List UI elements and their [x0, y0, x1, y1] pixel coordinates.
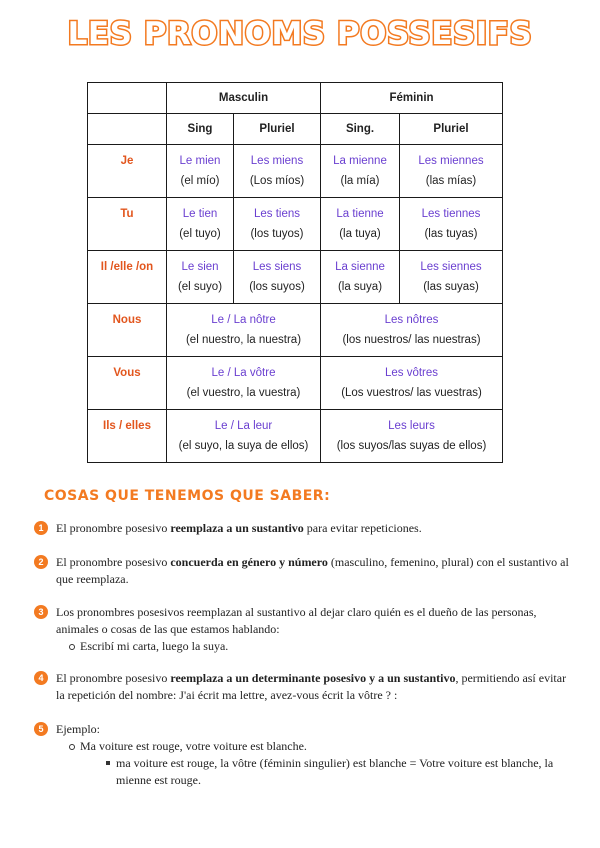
pronoun-cell: Vous — [88, 357, 167, 410]
spanish-form: (las tuyas) — [424, 228, 478, 240]
table-row — [88, 145, 503, 198]
pronoun-cell: Ils / elles — [88, 410, 167, 463]
pronoun-cell: Nous — [88, 304, 167, 357]
list-item: Escribí mi carta, luego la suya. — [80, 638, 574, 655]
french-form: Le mien — [179, 155, 221, 167]
table-cell — [321, 145, 400, 198]
french-form: Le tien — [182, 208, 218, 220]
sub-header: Pluriel — [400, 114, 503, 145]
table-row — [88, 198, 503, 251]
french-form: Le / La nôtre — [211, 314, 276, 326]
table-cell — [400, 145, 503, 198]
table-row — [88, 357, 503, 410]
corner-cell — [88, 83, 167, 114]
pronoun-cell: Il /elle /on — [88, 251, 167, 304]
sub-header: Sing. — [321, 114, 400, 145]
french-form: Les tiennes — [421, 208, 481, 220]
french-form: Le sien — [181, 261, 219, 273]
note-text: El pronombre posesivo — [56, 671, 171, 685]
note-text: Los pronombres posesivos reemplazan al sustantivo al dejar claro quién es el dueño de las personas, animales o cosas de las que estamos hablando: — [56, 605, 537, 636]
number-badge-icon: 5 — [34, 722, 48, 736]
spanish-form: (el mío) — [180, 175, 220, 187]
note-bold: reemplaza a un sustantivo — [170, 521, 304, 535]
table-row — [88, 304, 503, 357]
pronoun-cell: Tu — [88, 198, 167, 251]
spanish-form: (Los míos) — [249, 175, 305, 187]
table-cell — [167, 304, 321, 357]
french-form: Les siennes — [420, 261, 482, 273]
spanish-form: (el tuyo) — [179, 228, 221, 240]
note-item — [34, 520, 574, 537]
spanish-form: (el vuestro, la vuestra) — [186, 387, 301, 399]
sub-header: Pluriel — [234, 114, 321, 145]
french-form: Les tiens — [253, 208, 301, 220]
table-cell — [167, 410, 321, 463]
number-badge-icon: 4 — [34, 671, 48, 685]
french-form: La mienne — [333, 155, 387, 167]
number-badge-icon: 2 — [34, 555, 48, 569]
list-item: ma voiture est rouge, la vôtre (féminin singulier) est blanche = Votre voiture est blanche, la mienne est rouge. — [116, 755, 574, 789]
french-form: Les nôtres — [384, 314, 439, 326]
spanish-form: (el suyo, la suya de ellos) — [178, 440, 309, 452]
page-title: LES PRONOMS POSSESIFS — [67, 16, 533, 52]
french-form: Les miens — [250, 155, 304, 167]
note-text: Ejemplo: — [56, 722, 100, 736]
table-row — [88, 410, 503, 463]
pronouns-table — [87, 82, 503, 463]
table-cell — [321, 304, 503, 357]
french-form: La tienne — [336, 208, 384, 220]
french-form: Les miennes — [418, 155, 484, 167]
spanish-form: (la suya) — [337, 281, 383, 293]
french-form: Les vôtres — [384, 367, 439, 379]
table-cell — [234, 145, 321, 198]
note-text: (masculino, femenino, plural) con el sustantivo al que reemplaza. — [56, 555, 569, 586]
table-cell — [321, 357, 503, 410]
spanish-form: (el suyo) — [177, 281, 223, 293]
french-form: La sienne — [335, 261, 385, 273]
table-cell — [167, 198, 234, 251]
sub-header: Sing — [167, 114, 234, 145]
table-cell — [234, 251, 321, 304]
note-item — [34, 670, 574, 704]
corner-cell — [88, 114, 167, 145]
note-bold: reemplaza a un determinante posesivo y a un sustantivo — [170, 671, 456, 685]
note-bold: concuerda en género y número — [170, 555, 328, 569]
table-cell — [167, 357, 321, 410]
table-cell — [400, 198, 503, 251]
note-item — [34, 554, 574, 588]
number-badge-icon: 3 — [34, 605, 48, 619]
table-row — [88, 251, 503, 304]
table-cell — [321, 410, 503, 463]
note-item — [34, 604, 574, 655]
section-title: COSAS QUE TENEMOS QUE SABER: — [44, 488, 331, 504]
spanish-form: (los suyos) — [249, 281, 305, 293]
note-text: El pronombre posesivo — [56, 521, 171, 535]
note-item — [34, 721, 574, 789]
pronoun-cell: Je — [88, 145, 167, 198]
table-cell — [400, 251, 503, 304]
masculine-header: Masculin — [167, 83, 321, 114]
spanish-form: (los tuyos) — [250, 228, 304, 240]
spanish-form: (las suyas) — [423, 281, 479, 293]
spanish-form: (las mías) — [425, 175, 477, 187]
note-text: El pronombre posesivo — [56, 555, 171, 569]
french-form: Le / La vôtre — [211, 367, 276, 379]
spanish-form: (la tuya) — [339, 228, 381, 240]
table-cell — [167, 145, 234, 198]
table-cell — [234, 198, 321, 251]
french-form: Le / La leur — [214, 420, 273, 432]
number-badge-icon: 1 — [34, 521, 48, 535]
table-cell — [321, 251, 400, 304]
spanish-form: (Los vuestros/ las vuestras) — [341, 387, 482, 399]
list-item: Ma voiture est rouge, votre voiture est blanche. — [80, 738, 574, 755]
table-cell — [321, 198, 400, 251]
spanish-form: (los suyos/las suyas de ellos) — [336, 440, 487, 452]
feminine-header: Féminin — [321, 83, 503, 114]
spanish-form: (la mía) — [340, 175, 380, 187]
note-text: para evitar repeticiones. — [303, 521, 422, 535]
note-text: , permitiendo así evitar la repetición del nombre: J'ai écrit ma lettre, avez-vous écrit la vôtre ? : — [56, 671, 567, 702]
spanish-form: (los nuestros/ las nuestras) — [342, 334, 481, 346]
french-form: Les leurs — [388, 420, 435, 432]
french-form: Les siens — [252, 261, 302, 273]
table-cell — [167, 251, 234, 304]
spanish-form: (el nuestro, la nuestra) — [185, 334, 302, 346]
